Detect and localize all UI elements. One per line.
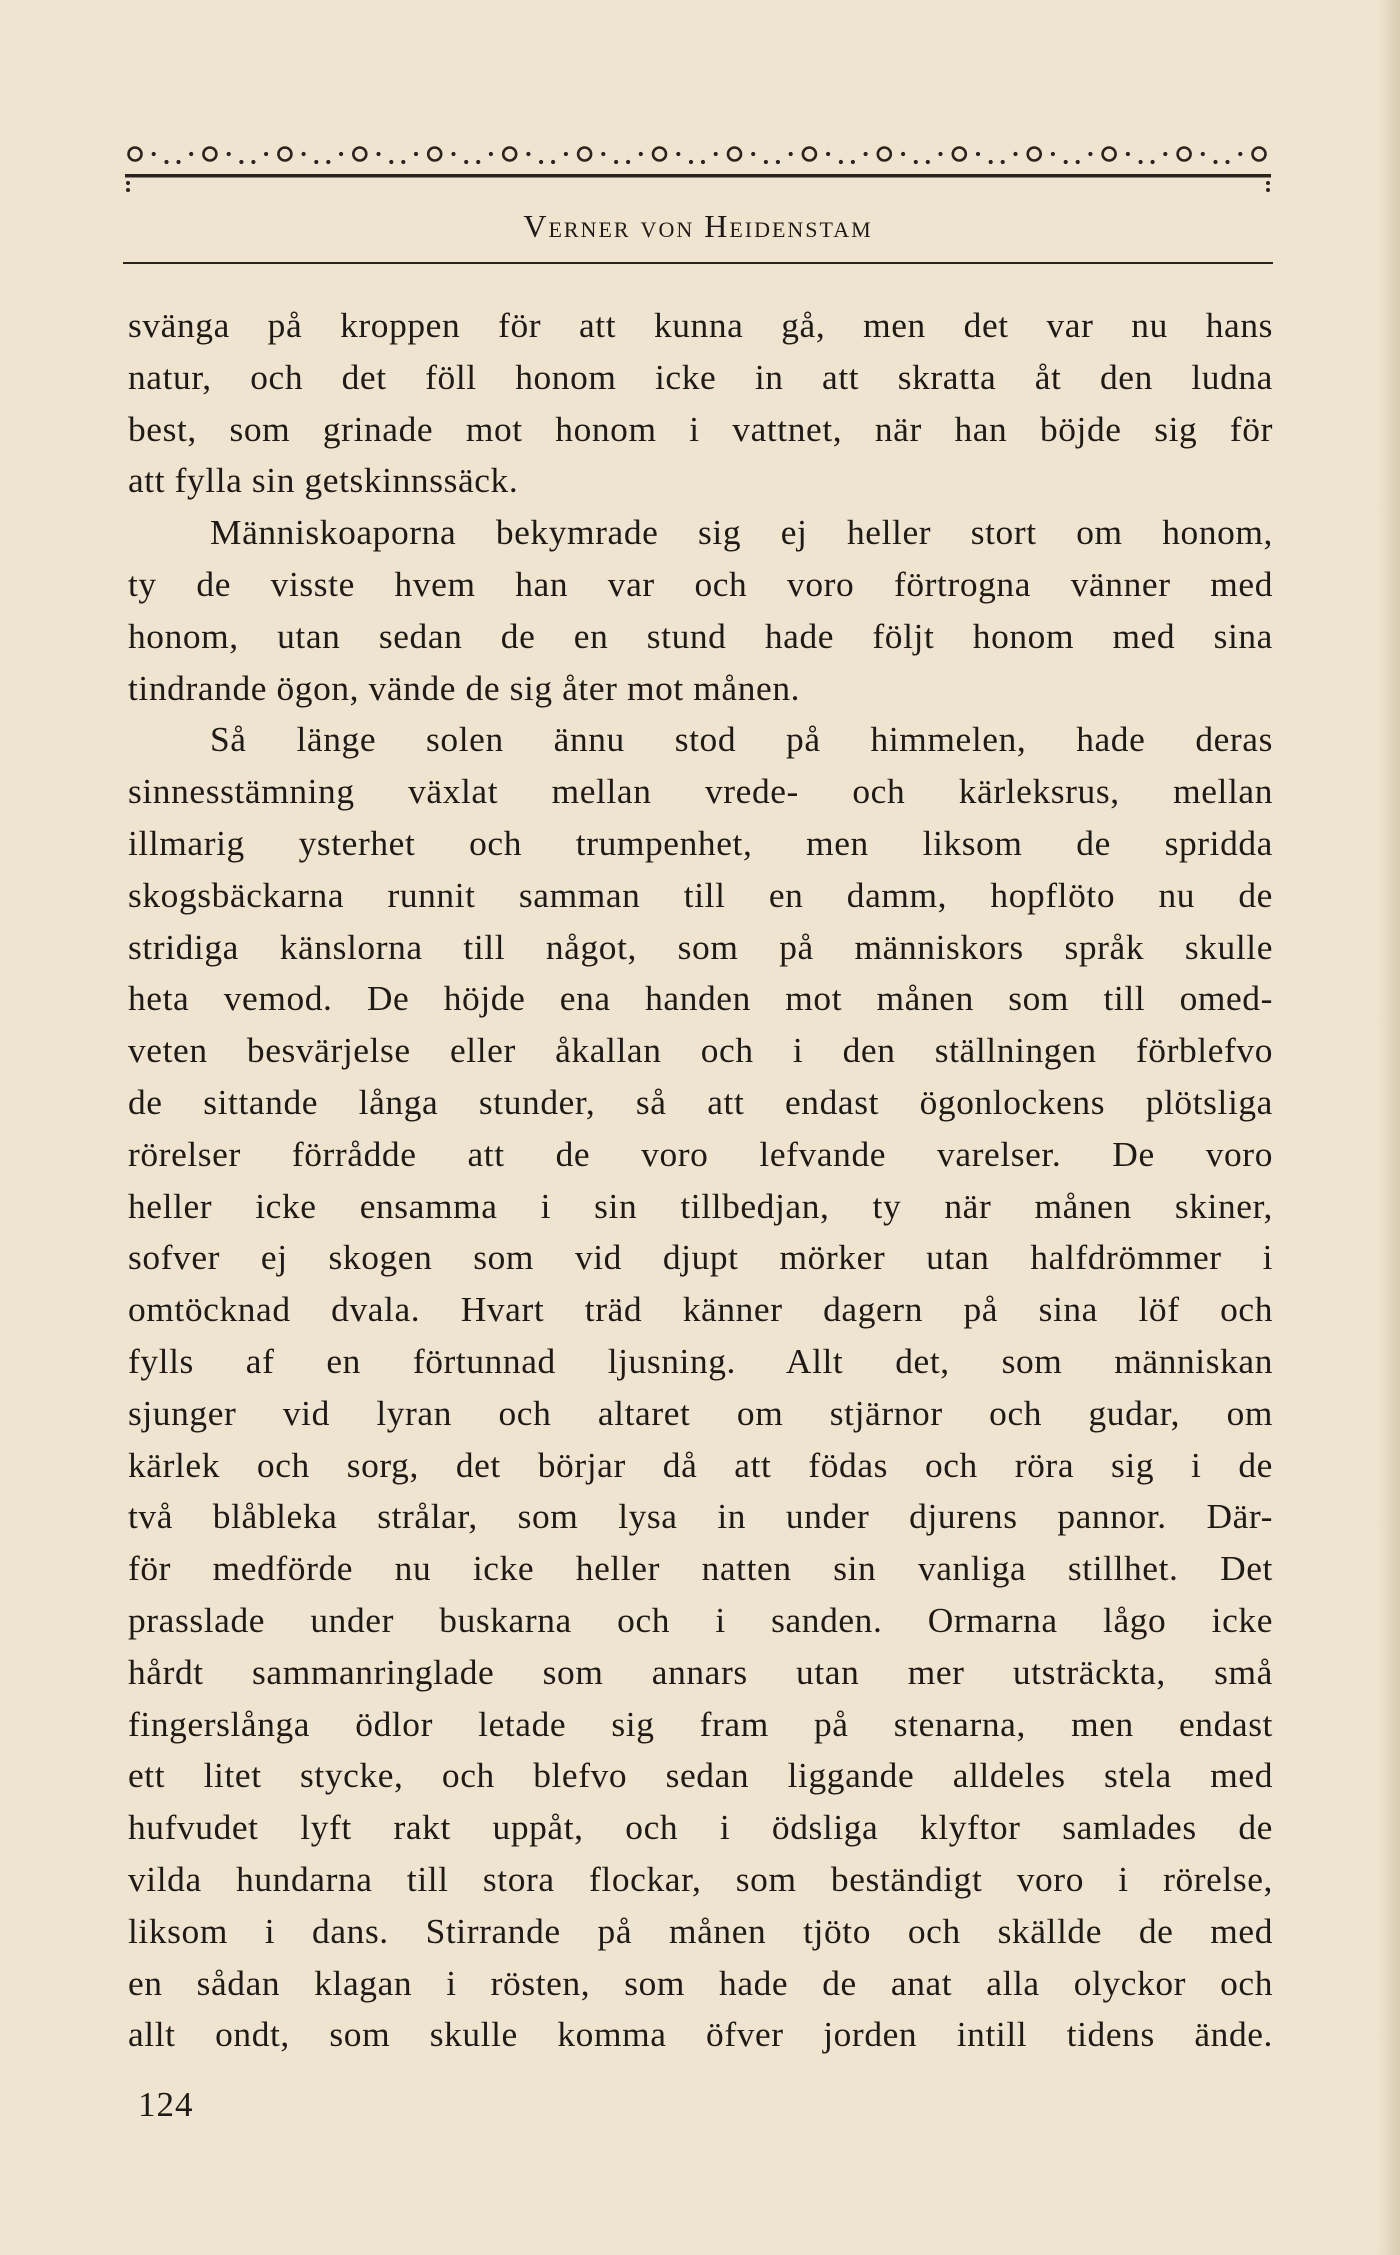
running-head-author: Verner von Heidenstam bbox=[523, 208, 873, 244]
chain-ornament-border-icon bbox=[123, 130, 1273, 202]
text-line: Så länge solen ännu stod på himmelen, hade deras bbox=[210, 719, 1273, 760]
text-line: en sådan klagan i rösten, som hade de anat alla olyckor och bbox=[128, 1962, 1273, 2003]
header-rule bbox=[123, 262, 1273, 264]
body-text bbox=[128, 300, 1273, 2061]
text-line: svänga på kroppen för att kunna gå, men det var nu hans bbox=[128, 305, 1273, 345]
text-line: prasslade under buskarna och i sanden. Ormarna lågo icke bbox=[128, 1599, 1273, 1640]
text-line: hårdt sammanringlade som annars utan mer utsträckta, små bbox=[128, 1651, 1273, 1692]
text-line: tindrande ögon, vände de sig åter mot månen. bbox=[128, 667, 801, 708]
text-line: allt ondt, som skulle komma öfver jorden intill tidens ände. bbox=[128, 2014, 1273, 2055]
text-line: omtöcknad dvala. Hvart träd känner dagern på sina löf och bbox=[128, 1289, 1273, 1330]
text-line: sjunger vid lyran och altaret om stjärnor och gudar, om bbox=[128, 1392, 1273, 1433]
text-line: Människoaporna bekymrade sig ej heller stort om honom, bbox=[210, 512, 1273, 553]
page-number: 124 bbox=[138, 2085, 194, 2124]
text-line: stridiga känslorna till något, som på människors språk skulle bbox=[128, 926, 1273, 967]
text-line: veten besvärjelse eller åkallan och i den ställningen förblefvo bbox=[128, 1030, 1273, 1071]
text-line: de sittande långa stunder, så att endast ögonlockens plötsliga bbox=[128, 1081, 1273, 1122]
text-line: hufvudet lyft rakt uppåt, och i ödsliga klyftor samlades de bbox=[128, 1807, 1273, 1848]
text-line: skogsbäckarna runnit samman till en damm, hopflöto nu de bbox=[128, 874, 1273, 915]
text-line: heta vemod. De höjde ena handen mot månen som till omed- bbox=[128, 978, 1273, 1019]
text-line: för medförde nu icke heller natten sin vanliga stillhet. Det bbox=[128, 1548, 1273, 1589]
text-line: liksom i dans. Stirrande på månen tjöto och skällde de med bbox=[128, 1910, 1273, 1951]
text-line: vilda hundarna till stora flockar, som beständigt voro i rörelse, bbox=[128, 1858, 1273, 1899]
text-line: heller icke ensamma i sin tillbedjan, ty när månen skiner, bbox=[128, 1185, 1273, 1226]
page-edge-shadow bbox=[1378, 0, 1400, 2255]
text-line: två blåbleka strålar, som lysa in under djurens pannor. Där- bbox=[128, 1496, 1273, 1537]
text-line: best, som grinade mot honom i vattnet, när han böjde sig för bbox=[128, 408, 1273, 449]
text-line: att fylla sin getskinnssäck. bbox=[128, 460, 519, 501]
text-line: ty de visste hvem han var och voro förtrogna vänner med bbox=[128, 563, 1273, 604]
text-line: rörelser förrådde att de voro lefvande varelser. De voro bbox=[128, 1133, 1273, 1174]
text-line: fingerslånga ödlor letade sig fram på stenarna, men endast bbox=[128, 1703, 1273, 1744]
text-line: ett litet stycke, och blefvo sedan liggande alldeles stela med bbox=[128, 1755, 1273, 1796]
text-line: fylls af en förtunnad ljusning. Allt det, som människan bbox=[128, 1340, 1273, 1381]
text-line: sinnesstämning växlat mellan vrede- och kärleksrus, mellan bbox=[128, 771, 1273, 812]
text-line: honom, utan sedan de en stund hade följt honom med sina bbox=[128, 615, 1273, 656]
text-line: natur, och det föll honom icke in att skratta åt den ludna bbox=[128, 356, 1273, 397]
text-line: illmarig ysterhet och trumpenhet, men liksom de spridda bbox=[128, 822, 1273, 863]
text-line: kärlek och sorg, det börjar då att födas och röra sig i de bbox=[128, 1444, 1273, 1485]
text-line: sofver ej skogen som vid djupt mörker utan halfdrömmer i bbox=[128, 1237, 1273, 1278]
